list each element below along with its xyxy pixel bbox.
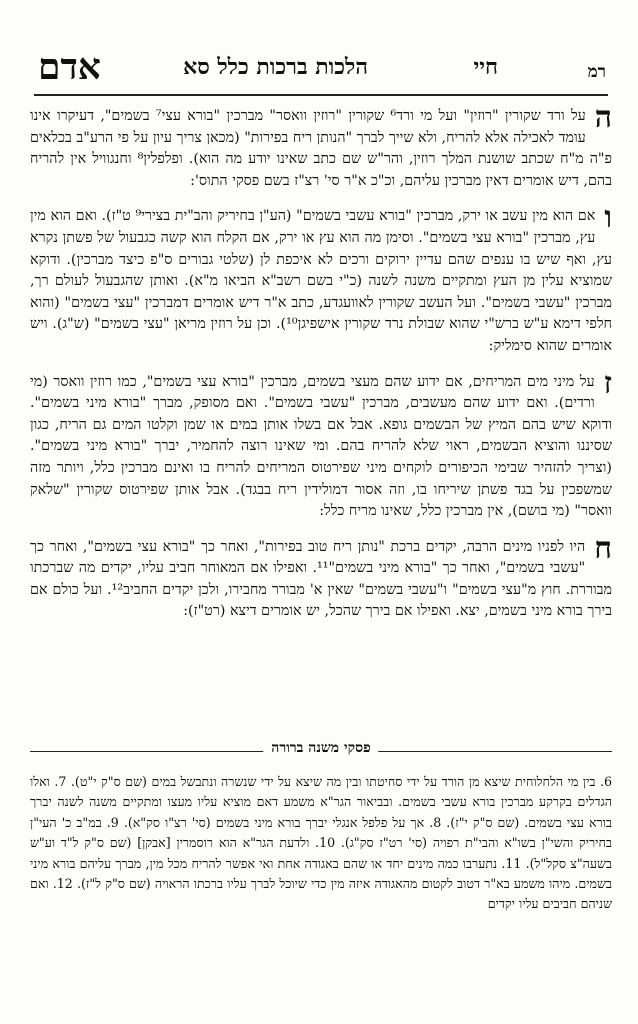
paragraph-letter: ח [594,530,612,566]
paragraph-chet [30,530,612,623]
paragraph-letter: ז [603,365,612,401]
footnotes: 6. בין מי הלחלוחית שיצא מן הורד על ידי סחיטתו ובין מה שיצא על ידי שנשרה ונתבשל במים (שם ס"ק י"ט). 7. ואלו הגדלים בקרקע מברכין בורא עשבי בשמים. ובביאור הגר"א משמע דאם מוציא עליו מעצו ומתקיים משנה לשנה יברך בורא עצי בשמים. (שם ס"ק י"ז). 8. אך על פלפל אנגלי יברך בורא מיני בשמים (סי' רצ"ו סק"א). 9. במ"ב כ' העי"ן בחיריק והשי"ן בשו"א והבי"ת רפויה (סי' רט"ז סק"ג). 10. ולדעת הגר"א הוא רוסמרין [אבקן] (שם ס"ק ל"ד וע"ש בשעה"צ סקל"ל). 11. נתערבו כמה מינים יחד או שהם באגודה אחת ואי אפשר להריח מכל מין, מברך עליהם בורא מיני בשמים. מיהו משמע בא"ר דטוב לקטום מהאגודה איזה מין כדי שיוכל לברך עליו ברכתו הראויה (שם ס"ק ל"ז). 12. ואם שניהם חביבים עליו יקדים [30,774,613,912]
running-title: חיי [473,54,498,80]
paragraph-text: היו לפניו מינים הרבה, יקדים ברכת "נותן ריח טוב בפירות", ואחר כך "בורא עצי בשמים", ואחר כך "עשבי בשמים", ואחר כך "בורא מיני בשמים"¹¹. ואפילו אם המאוחר חביב עליו, יקדים מה שברכתו מבוררת. חוץ מ"עצי בשמים" ו"עשבי בשמים" שאין א' מבורר מחבירו, ולכן יקדים החביב¹². ועל כולם אם בירך בורא מיני בשמים, יצא. ואפילו אם בירך שהכל, יש אומרים דיצא (רט"ז): [30,538,612,620]
paragraph-he [30,100,612,192]
paragraph-vav [30,200,612,357]
references-title: פסקי משנה ברורה [263,740,378,757]
paragraph-text: אם הוא מין עשב או ירק, מברכין "בורא עשבי בשמים" (הע"ן בחיריק והב"ית בצירי⁹ ט"ז). ואם הוא מין עץ, מברכין "בורא עצי בשמים". וסימן מה הוא עץ או ירק, אם הקלח הוא קשה כגבעול של פשתן נקרא עץ, ואף שיש בו ענפים שהם עדיין ירוקים ורכים לא איכפת לן (שלטי גבורים ס"פ כיצד מברכין). ודוקא שמוציא עלין מן העץ ומתקיים משנה לשנה (כ"י בשם רשב"א הביאו מ"א). ואותן שהגבעול לעולם רך, מברכין "עשבי בשמים". ועל העשב שקורין לאוועגדע, כתב א"ר דיש אומרים דמברכין "עצי בשמים" (והוא חלפי דימא ע"ש ברש"י שהוא שבולת נרד שקורין אישפיגן¹⁰). וכן על רוזין מריאן "עצי בשמים" (ש"ג). ויש אומרים שהוא סימליק: [30,208,612,354]
section-title: הלכות ברכות כלל סא [183,54,368,80]
book-title: אדם [38,46,101,88]
references-divider [30,740,612,760]
paragraph-zayin [30,365,612,523]
paragraph-text: על ורד שקורין "רוזין" ועל מי ורד⁶ שקורין "רוזין וואסר" מברכין "בורא עצי⁷ בשמים", דעיקרו אינו עומד לאכילה אלא להריח, ולא שייך לברך "הנותן ריח בפירות" (מכאן צריך עיון על פי הרע"ב בכלאים פ"ה מ"ח שכתב שושנת המלך רוזין, והר"ש שם כתב שאינו יודע מה הוא). ופלפלין⁸ וחנגוויל אין להריח בהם, דיש אומרים דאין מברכין עליהם, וכ"כ א"ר סי' רצ"ז בשם פסקי התוס': [30,108,612,189]
paragraph-letter: ה [594,100,612,135]
main-text [30,100,612,637]
page-number: רמ [587,62,606,82]
page-header [34,48,608,96]
paragraph-letter: ו [604,200,612,236]
paragraph-text: על מיני מים המריחים, אם ידוע שהם מעצי בשמים, מברכין "בורא עצי בשמים", כמו רוזין וואסר (מי ורדים). ואם ידוע שהם מעשבים, מברכין "עשבי בשמים". ואם מסופק, מברך "בורא מיני בשמים". ודוקא שיש בהם המיץ של הבשמים גופא. אבל אם בשלו אותן במים או שמן וקלטו המים גם הריח, כגון שסיננו והוציא הבשמים, ראוי שלא להריח בהם. ומי שאינו רוצה להחמיר, יברך "בורא מיני בשמים". (וצריך להזהיר שבימי הכיפורים לוקחים מיני שפירטוס המריחים להריח בו ואינם מברכין כלל, ויותר מזה שמשפכין על בגד פשתן שיריחו בו, וזה אסור דמולידין ריח בבגד). אבל אותן שפירטוס שקורין "שלאק וואסר" (מי בושם), אין מברכין כלל, שאינו מריח כלל: [30,373,612,520]
